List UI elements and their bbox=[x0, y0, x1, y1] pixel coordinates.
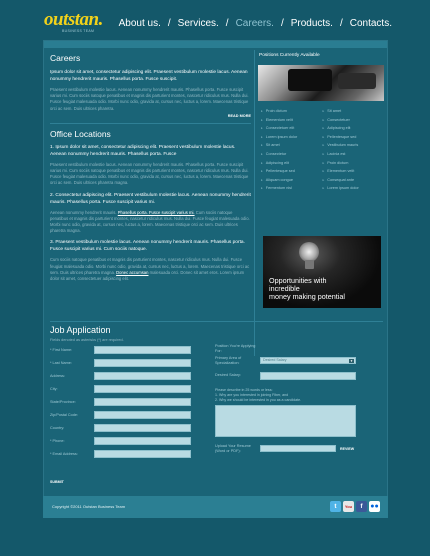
position-link[interactable]: ▸ Lacinia est bbox=[323, 150, 385, 159]
zip-field[interactable] bbox=[94, 411, 191, 419]
position-link[interactable]: ▸ Consectetuer elit bbox=[261, 124, 323, 133]
office-item-text: Aenean nonummy hendrerit mauris. bbox=[50, 209, 117, 215]
positions-list bbox=[255, 101, 387, 193]
main-column bbox=[50, 53, 251, 282]
promo-line: money making potential bbox=[269, 292, 345, 301]
twitter-icon[interactable]: t bbox=[330, 501, 341, 512]
required-note: Fields denoted as asterisks (*) are required. bbox=[50, 338, 124, 342]
question-line: 1. Why are you interested in joining Fiber, and bbox=[215, 393, 289, 397]
nav-careers[interactable]: Careers. bbox=[235, 18, 274, 29]
nav-separator: / bbox=[167, 18, 171, 29]
office-item-text: Cum sociis natoque penatibus et magnis dis parturient montes, nascetur ridiculus mus. Nulla dui. Fusce feugiat malesuada odio. Morbi nunc odio, gravida at, cursus nec, luctus a, lorem. Maecenas tristique orci ac sem. Duis ultrices pharetra magna. bbox=[50, 257, 250, 275]
form-row bbox=[50, 385, 191, 393]
position-link[interactable]: ▸ Pellentesque sed bbox=[323, 133, 385, 142]
job-application bbox=[50, 321, 383, 496]
application-form bbox=[50, 346, 383, 496]
nav-separator: / bbox=[339, 18, 343, 29]
position-link[interactable]: ▸ Sit amet bbox=[323, 107, 385, 116]
office-item-text: Cum sociis natoque penatibus et magnis dis parturient montes, nascetur ridiculus mus. Nulla dui. Fusce feugiat malesuada odio. Morbi nunc odio, gravida at, cursus nec, luctus a, lorem. Maecenas tristique orci ac sem. Duis ultrices pharetra magna. bbox=[50, 209, 250, 234]
specialization-label: Primary Area of Specialization: bbox=[215, 356, 242, 365]
email-label: * Email Address: bbox=[50, 451, 78, 456]
position-link[interactable]: ▸ Lorem ipsum dolor bbox=[323, 184, 385, 193]
zip-label: Zip/Postal Code: bbox=[50, 412, 79, 417]
office-item-head: 3. Praesent vestibulum molestie lacus. Aenean nonummy hendrerit mauris. Phasellus porta. Fusce suscipit varius mi. Cum sociis natoque. bbox=[50, 240, 245, 253]
form-row bbox=[50, 398, 191, 406]
position-link[interactable]: ▸ Elementum velit bbox=[261, 116, 323, 125]
flickr-icon[interactable]: ●● bbox=[370, 503, 379, 510]
main-nav bbox=[119, 18, 392, 29]
form-row bbox=[50, 372, 191, 380]
position-link[interactable]: ▸ Consectetur bbox=[261, 150, 323, 159]
nav-about[interactable]: About us. bbox=[118, 18, 161, 29]
social-links bbox=[330, 501, 380, 512]
chevron-down-icon: ▼ bbox=[350, 358, 353, 363]
logo-tagline: BUSINESS TEAM bbox=[62, 29, 95, 33]
form-row bbox=[50, 346, 191, 354]
resume-label: Upload Your Resume (Word or PDF): bbox=[215, 444, 251, 453]
state-label: State/Province: bbox=[50, 399, 76, 404]
form-row bbox=[215, 356, 356, 365]
facebook-icon[interactable]: f bbox=[356, 501, 367, 512]
form-row bbox=[50, 411, 191, 419]
last-name-field[interactable] bbox=[94, 359, 191, 367]
youtube-icon[interactable]: You bbox=[343, 501, 354, 512]
office-item-head: 2. Consectetur adipiscing elit. Praesent vestibulum molestie lacus. Aenean nonummy hendrerit mauris. Phasellus porta. Fusce suscipit varius mi. bbox=[50, 192, 251, 205]
position-link[interactable]: ▸ Aliquam congue bbox=[261, 176, 323, 185]
office-item-head: 1. Ipsum dolor sit amet, consectetur adipiscing elit. Praesent vestibulum molestie lacus. Aenean nonummy hendrerit mauris. Phasellus porta. Fusce bbox=[50, 144, 236, 157]
positions-title: Positions Currently Available bbox=[259, 53, 320, 58]
review-button[interactable]: REVIEW bbox=[340, 446, 355, 451]
city-label: City: bbox=[50, 386, 58, 391]
job-title: Job Application bbox=[50, 325, 111, 335]
nav-contacts[interactable]: Contacts. bbox=[349, 18, 392, 29]
position-link[interactable]: ▸ Sit amet bbox=[261, 141, 323, 150]
read-more-link[interactable]: READ MORE bbox=[227, 113, 251, 118]
nav-products[interactable]: Products. bbox=[290, 18, 333, 29]
position-link[interactable]: ▸ Pellentesque sed bbox=[261, 167, 323, 176]
photo-shape bbox=[288, 69, 332, 91]
salary-field[interactable] bbox=[260, 372, 356, 380]
position-link[interactable]: ▸ Proin dictum bbox=[323, 159, 385, 168]
position-link[interactable]: ▸ Lorem ipsum dolor bbox=[261, 133, 323, 142]
form-row bbox=[50, 450, 191, 458]
questions-block bbox=[215, 388, 356, 437]
country-label: Country: bbox=[50, 425, 65, 430]
address-label: Address: bbox=[50, 373, 65, 378]
form-row bbox=[50, 437, 191, 445]
question-line: 2. Why we should be interested in you as a candidate. bbox=[215, 398, 302, 402]
business-photo bbox=[258, 65, 384, 101]
position-link[interactable]: ▸ Proin dictum bbox=[261, 107, 323, 116]
submit-row bbox=[50, 470, 64, 488]
phone-label: * Phone: bbox=[50, 438, 65, 443]
specialization-select[interactable] bbox=[260, 357, 356, 365]
office-item-text: malesuada orci. Donec sit amet eros. Lorem ipsum dolor sit amet, consectetuer adipiscing elit. bbox=[50, 269, 245, 282]
logo[interactable]: outstan. bbox=[44, 9, 103, 30]
office-item-link[interactable]: Donec accumsan bbox=[116, 269, 149, 275]
careers-title: Careers bbox=[50, 53, 81, 63]
office-item-link[interactable]: Phasellus porta. Fusce suscipit varius mi. bbox=[117, 209, 195, 215]
position-label: Position You're Applying For: bbox=[215, 344, 256, 353]
divider bbox=[50, 123, 251, 124]
nav-services[interactable]: Services. bbox=[177, 18, 219, 29]
form-row bbox=[215, 344, 260, 353]
position-link[interactable]: ▸ Vestibulum mauris bbox=[323, 141, 385, 150]
careers-lead: Ipsum dolor sit amet, consectetur adipiscing elit. Praesent vestibulum molestie lacus. Aenean nonummy hendrerit mauris. Phasellus porta. Fusce suscipit. bbox=[50, 70, 248, 82]
email-field[interactable] bbox=[94, 450, 191, 458]
salary-label: Desired Salary: bbox=[215, 373, 241, 378]
state-field[interactable] bbox=[94, 398, 191, 406]
position-link[interactable]: ▸ Consectetuer bbox=[323, 116, 385, 125]
lightbulb-base bbox=[305, 260, 314, 269]
nav-separator: / bbox=[225, 18, 229, 29]
office-item-body: Praesent vestibulum molestie lacus. Aenean nonummy hendrerit mauris. Phasellus porta. Fusce suscipit varius mi. Cum sociis natoque penatibus et magnis dis parturient montes, nascetur ridiculus mus. Nulla dui. Fusce feugiat malesuada odio. Morbi nunc odio, gravida at, cursus nec, luctus a, lorem. Maecenas tristique orci ac sem. Duis ultrices pharetra magna. bbox=[50, 161, 249, 186]
top-band bbox=[44, 41, 387, 48]
office-title: Office Locations bbox=[50, 128, 111, 139]
country-field[interactable] bbox=[94, 424, 191, 432]
first-name-field[interactable] bbox=[94, 346, 191, 354]
first-name-label: * First Name: bbox=[50, 347, 73, 352]
position-link[interactable]: ▸ Adipiscing elit bbox=[261, 159, 323, 168]
content-frame bbox=[43, 40, 388, 516]
position-link[interactable]: ▸ Consequat ante bbox=[323, 176, 385, 185]
promo-banner[interactable] bbox=[263, 236, 381, 308]
promo-line: incredible bbox=[269, 284, 300, 293]
address-field[interactable] bbox=[94, 372, 191, 380]
photo-shape bbox=[338, 73, 376, 89]
question-line: Please describe in 25 words or less: bbox=[215, 388, 273, 392]
site-header bbox=[0, 0, 430, 42]
positions-sidebar bbox=[254, 50, 387, 356]
site-footer bbox=[43, 496, 388, 518]
form-row bbox=[50, 359, 191, 367]
positions-col bbox=[323, 107, 385, 193]
resume-file-field[interactable] bbox=[260, 445, 336, 453]
copyright-text: Copyright ©2011 Outstan Business Team bbox=[52, 504, 126, 509]
form-row bbox=[215, 372, 356, 380]
nav-separator: / bbox=[280, 18, 284, 29]
divider bbox=[50, 321, 383, 322]
position-link[interactable]: ▸ Elementum velit bbox=[323, 167, 385, 176]
careers-body: Praesent vestibulum molestie lacus. Aenean nonummy hendrerit mauris. Phasellus porta. Fusce suscipit varius mi. Cum sociis natoque penatibus et magnis dis parturient montes, nascetur ridiculus mus. Nulla dui. Fusce feugiat malesuada odio. Morbi nunc odio, gravida at, cursus nec, luctus a, lorem. Maecenas tristique orci ac sem. Duis ultrices pharetra. bbox=[50, 87, 249, 111]
answer-textarea[interactable] bbox=[215, 405, 356, 437]
positions-col bbox=[261, 107, 323, 193]
form-row bbox=[215, 444, 354, 453]
submit-button[interactable]: SUBMIT bbox=[50, 480, 64, 484]
promo-line: Opportunities with bbox=[269, 276, 327, 285]
position-link[interactable]: ▸ Adipiscing elit bbox=[323, 124, 385, 133]
position-link[interactable]: ▸ Fermentum nisl bbox=[261, 184, 323, 193]
lightbulb-icon bbox=[299, 242, 319, 262]
office-item-body bbox=[50, 210, 251, 235]
specialization-value: Desired Salary bbox=[263, 357, 287, 362]
city-field[interactable] bbox=[94, 385, 191, 393]
form-row bbox=[50, 424, 191, 432]
last-name-label: * Last Name: bbox=[50, 360, 72, 365]
phone-field[interactable] bbox=[94, 437, 191, 445]
promo-text bbox=[269, 277, 345, 301]
office-item-body bbox=[50, 257, 251, 282]
